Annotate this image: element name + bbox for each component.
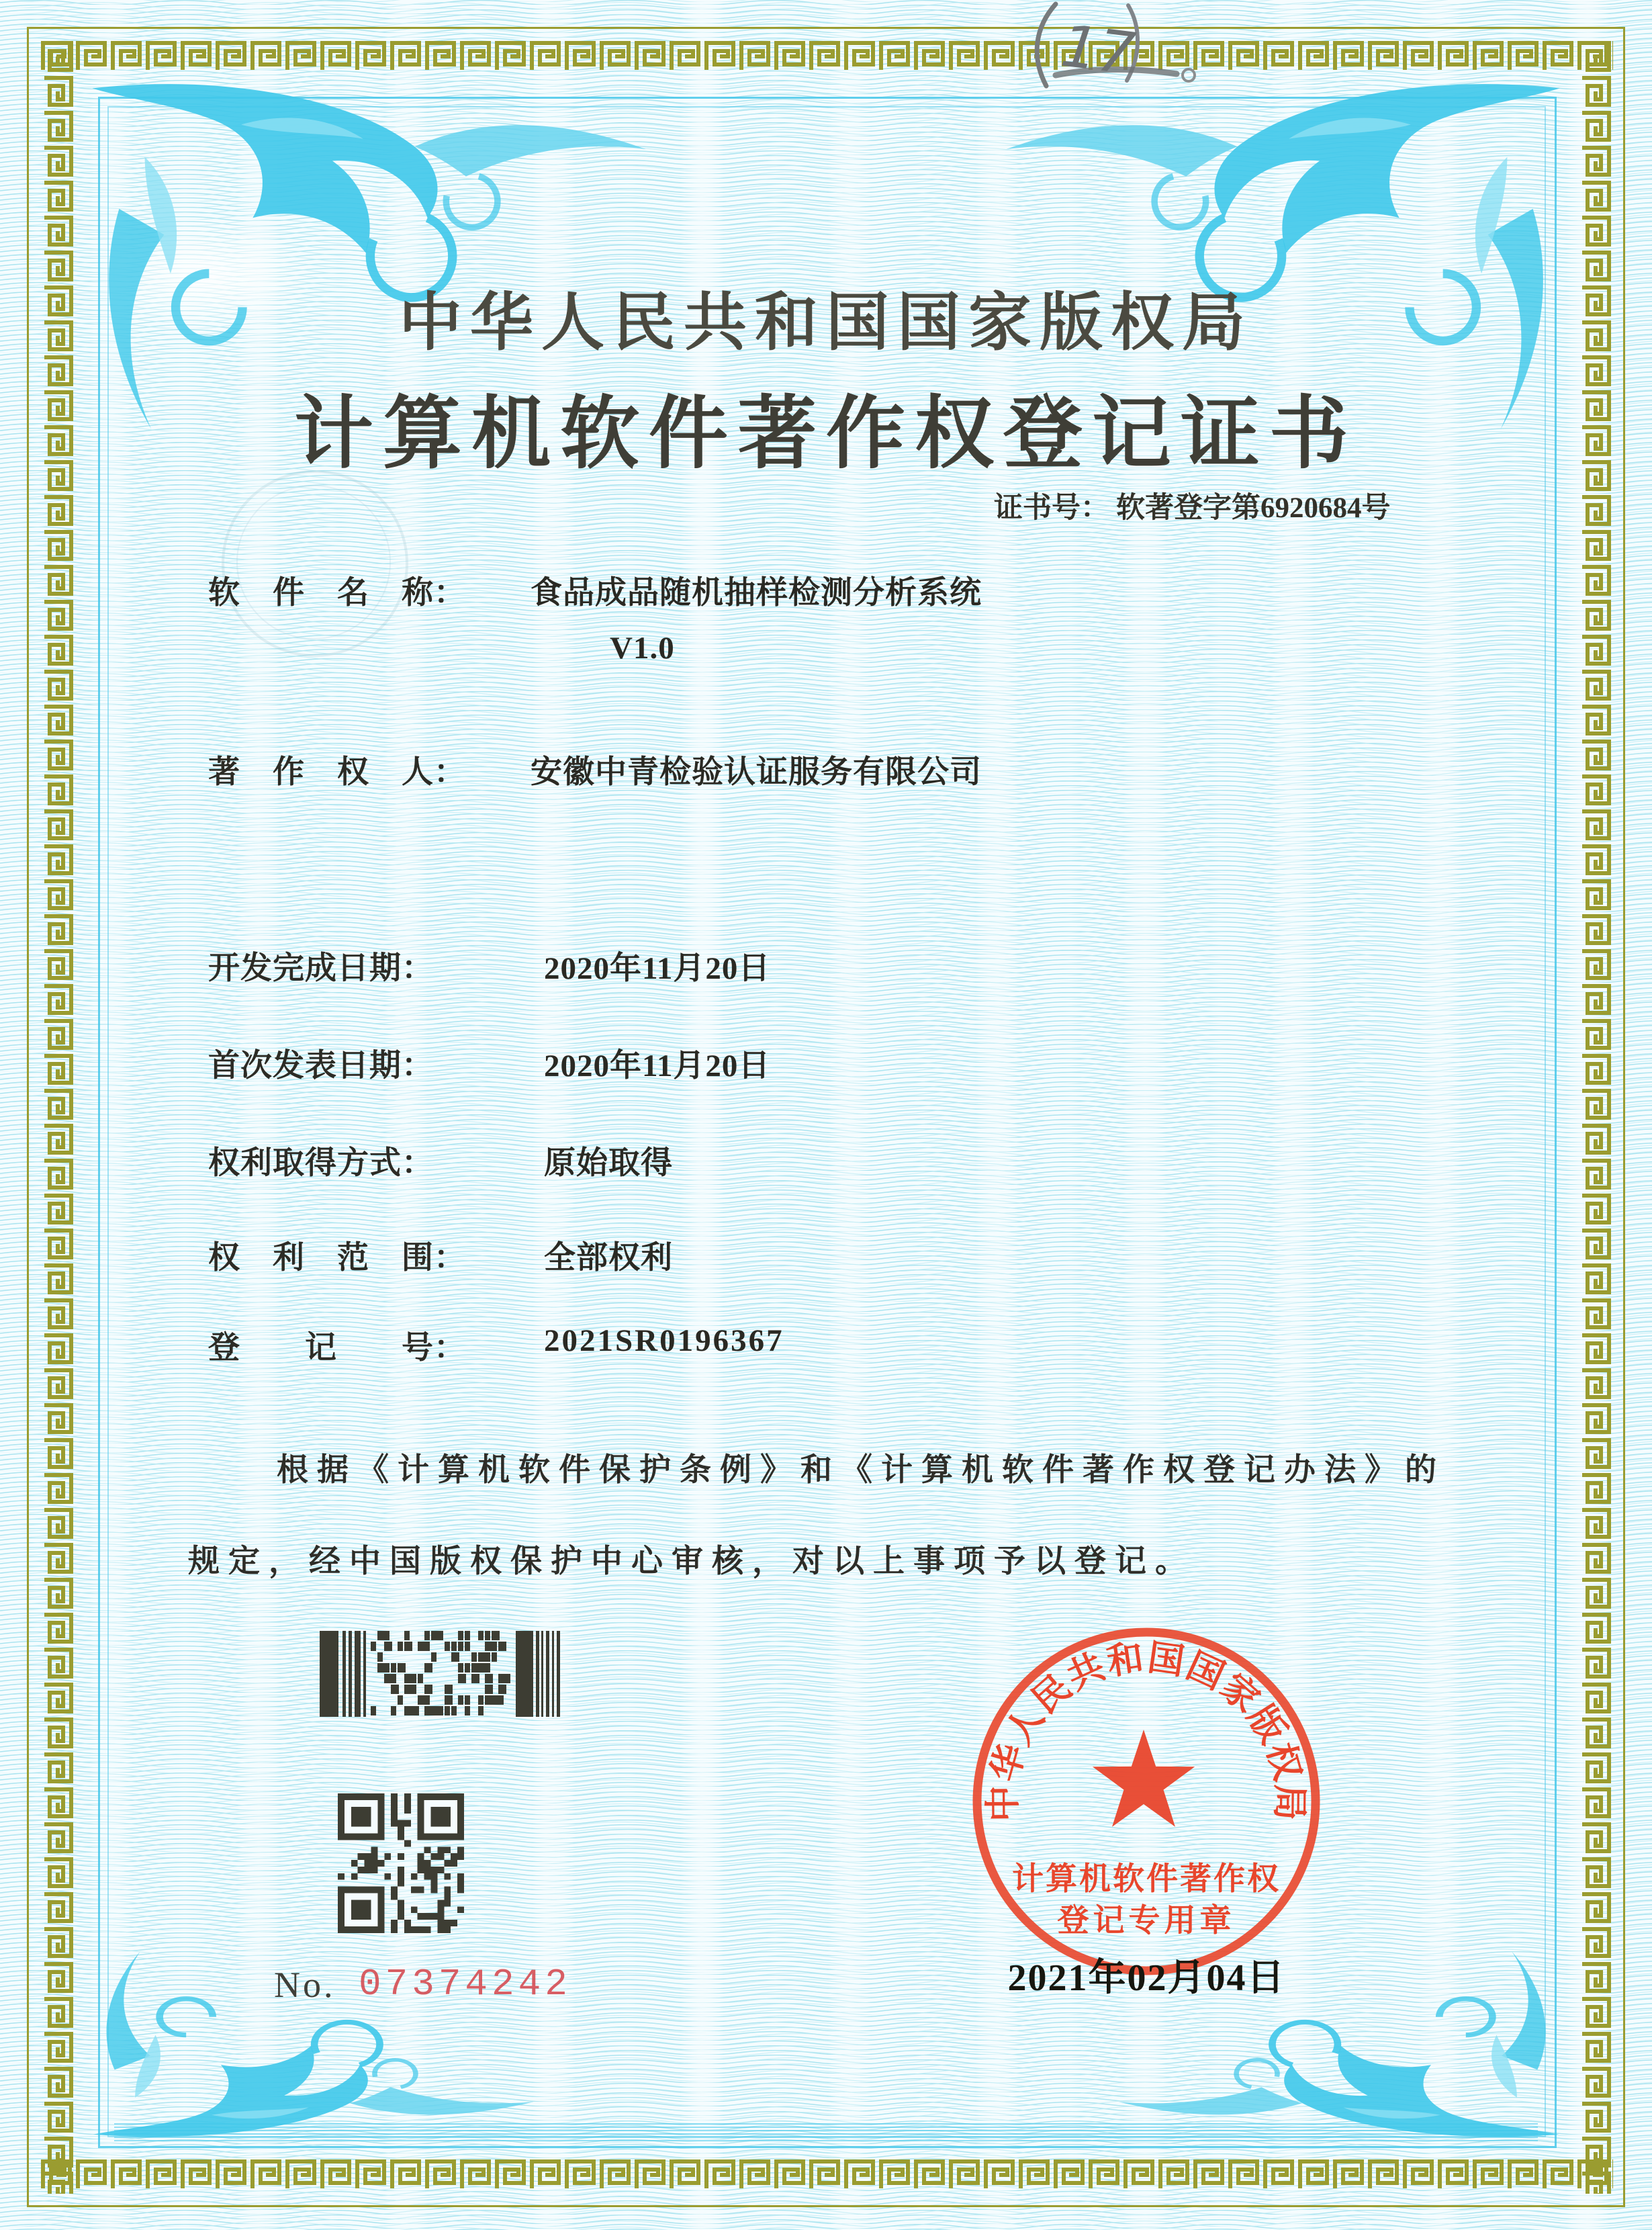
field-value-software-name: 食品成品随机抽样检测分析系统 [531,576,982,611]
seal-ring-text: 中华人民共和国国家版权局 [982,1637,1310,1822]
field-label-software-name: 软 件 名 称： [208,576,466,611]
field-label-dev-complete-date: 开发完成日期： [208,951,434,986]
field-label-registration-number: 登 记 号： [208,1331,466,1366]
handwritten-annotation [1021,0,1222,101]
field-value-copyright-owner: 安徽中青检验认证服务有限公司 [531,755,982,790]
barcode [320,1631,566,1717]
field-value-rights-acquisition: 原始取得 [544,1146,673,1181]
meander-border-right [1577,39,1613,2194]
statement-line-2: 规定，经中国版权保护中心审核，对以上事项予以登记。 [188,1544,1195,1579]
meander-border-top [39,39,1613,75]
serial-number-value: 07374242 [359,1963,571,2006]
meander-border-left [39,39,75,2194]
field-value-first-publish-date: 2020年11月20日 [544,1049,771,1083]
official-red-seal [967,1622,1326,1981]
handwritten-number: 17 [1057,12,1139,89]
issuing-authority-title: 中华人民共和国国家版权局 [398,288,1253,358]
certificate-number-label: 证书号： [994,492,1109,524]
meander-border-bottom [39,2157,1613,2194]
seal-caption-line1: 计算机软件著作权 [1012,1862,1281,1897]
registration-date: 2021年02月04日 [1007,1957,1286,1999]
field-label-rights-scope: 权 利 范 围： [208,1241,466,1276]
field-label-copyright-owner: 著 作 权 人： [208,755,466,790]
certificate-title: 计算机软件著作权登记证书 [293,390,1358,478]
field-value-registration-number: 2021SR0196367 [544,1323,784,1358]
seal-star [1093,1730,1195,1827]
statement-line-1: 根据《计算机软件保护条例》和《计算机软件著作权登记办法》的 [277,1453,1445,1488]
serial-number-label: No. [274,1965,336,2005]
field-value-dev-complete-date: 2020年11月20日 [544,951,771,986]
field-value-rights-scope: 全部权利 [544,1241,673,1276]
field-label-first-publish-date: 首次发表日期： [208,1049,434,1083]
certificate-number-value: 软著登字第6920684号 [1116,492,1391,524]
seal-caption-line2: 登记专用章 [1057,1904,1236,1938]
qr-code [338,1793,464,1933]
field-value-software-version: V1.0 [610,631,675,666]
field-label-rights-acquisition: 权利取得方式： [208,1146,434,1181]
